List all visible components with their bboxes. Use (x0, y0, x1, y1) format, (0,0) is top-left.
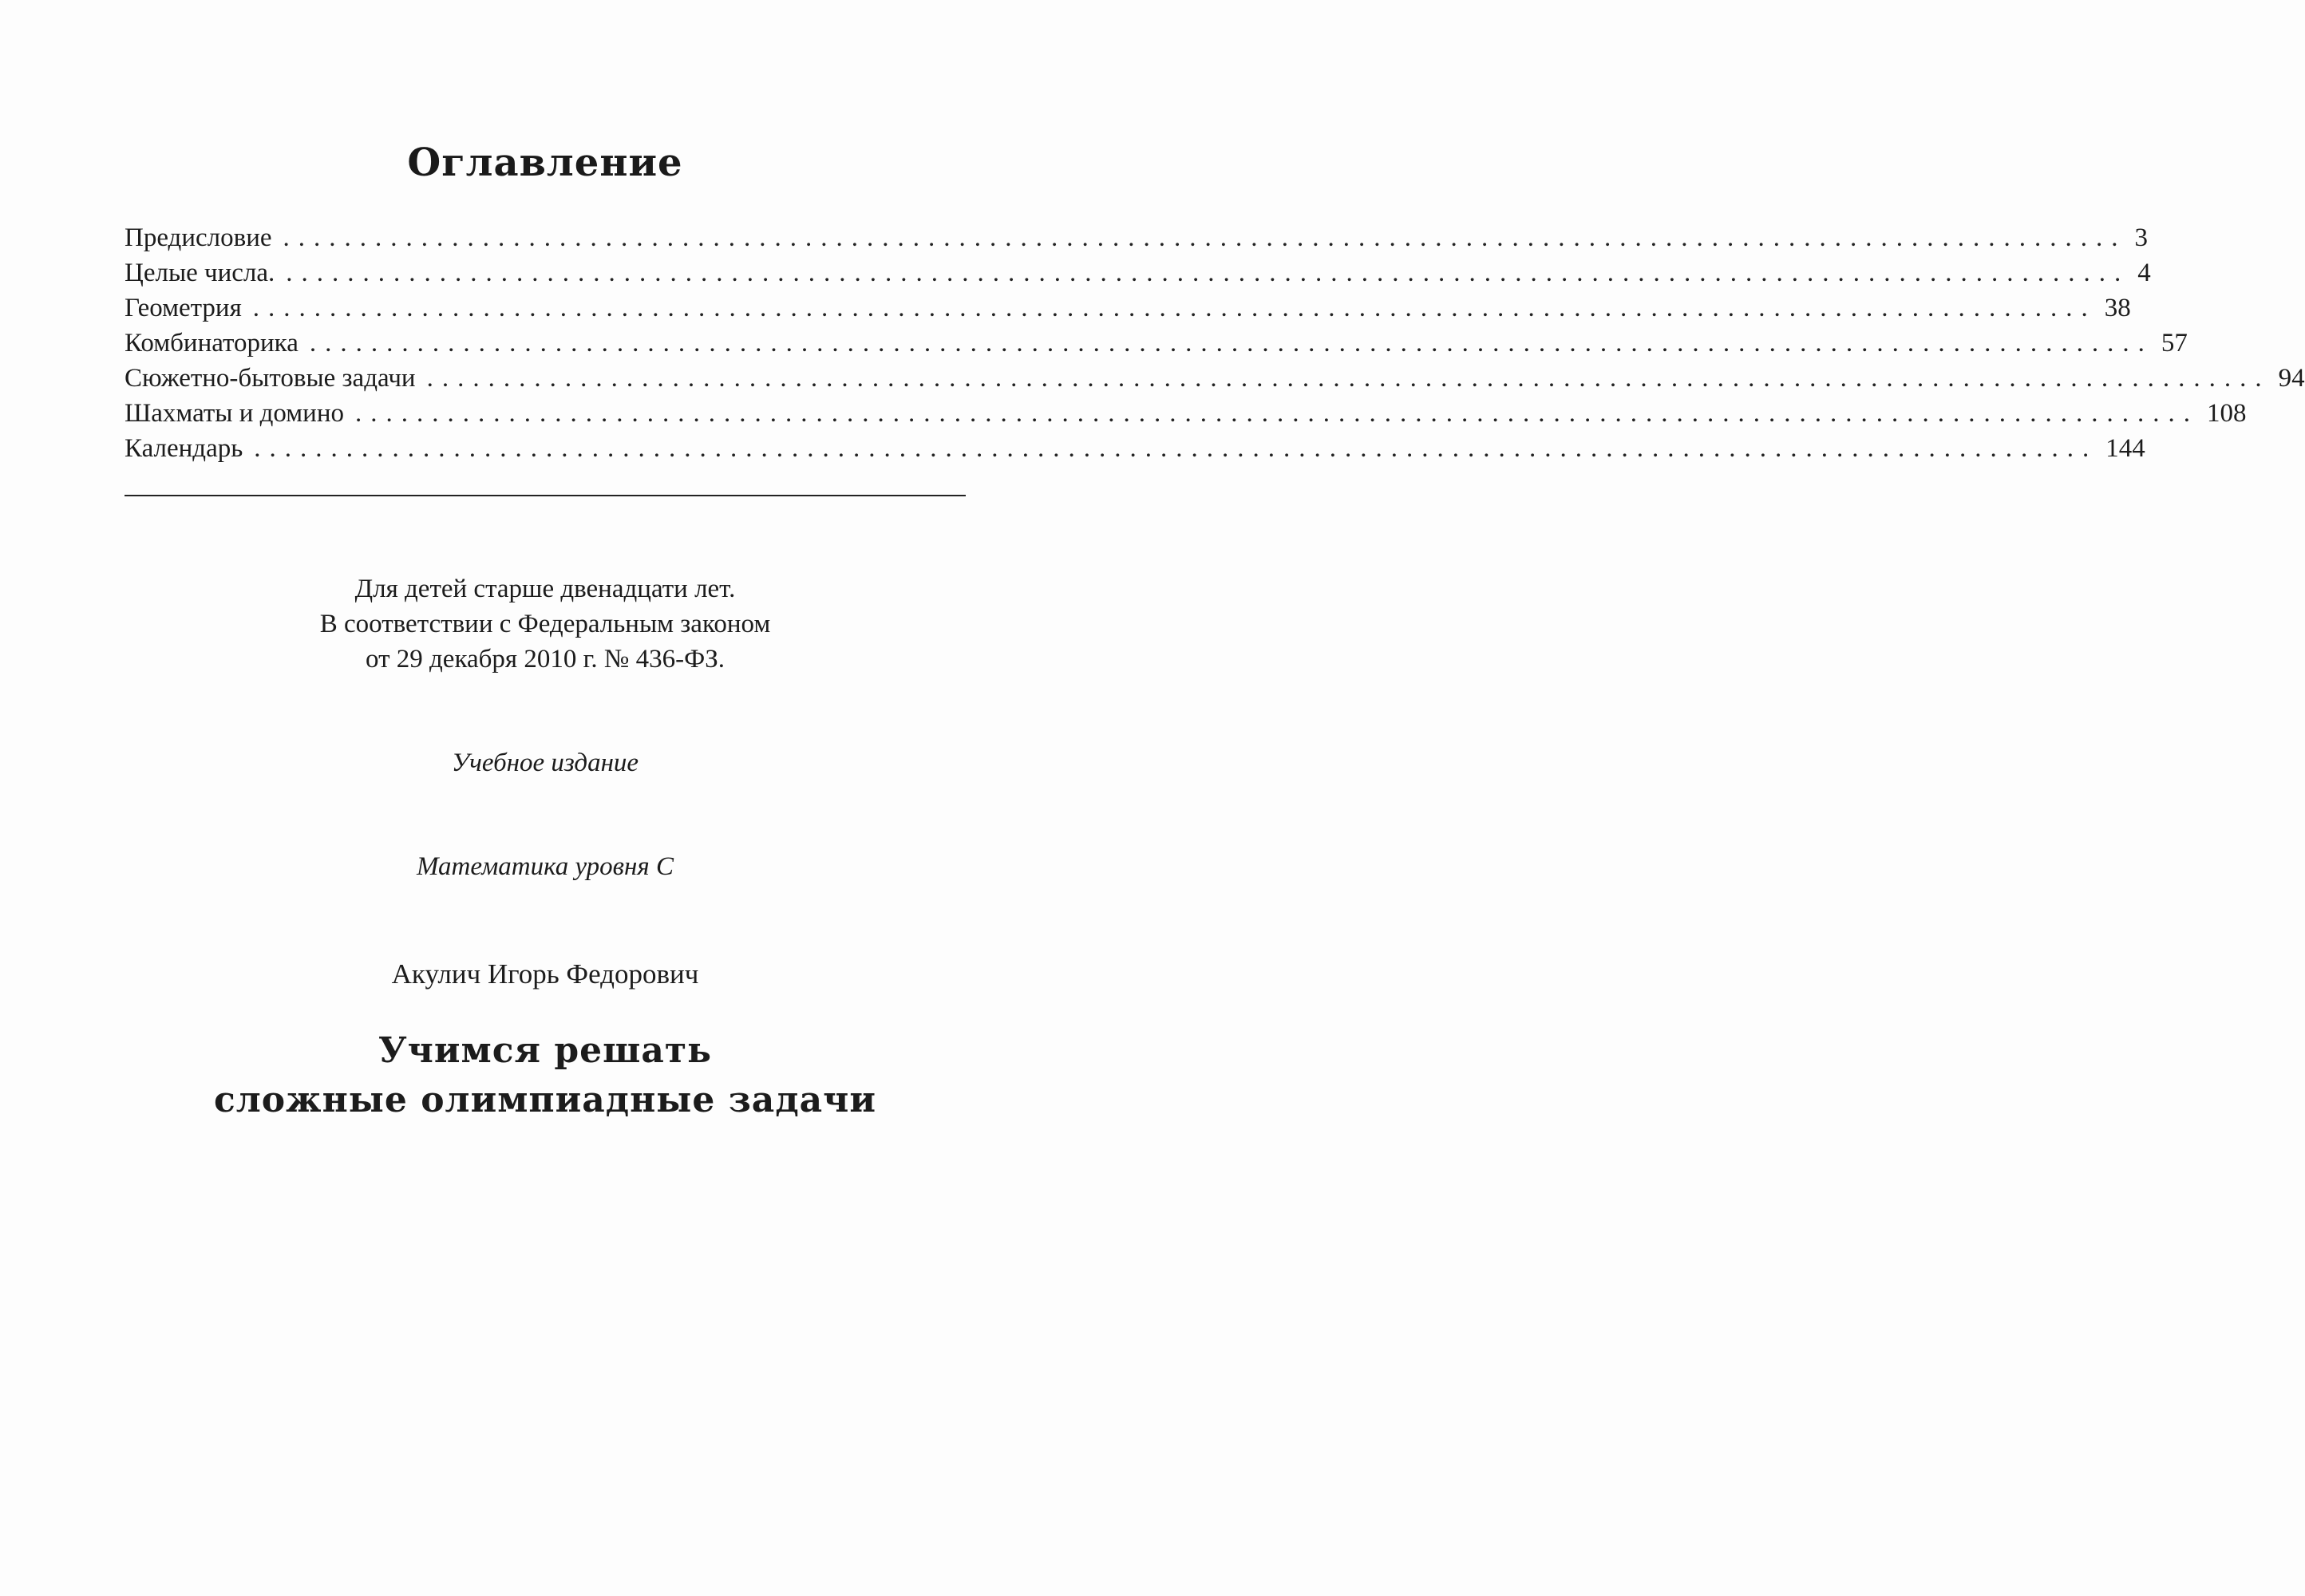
toc-entry-label: Сюжетно-бытовые задачи (125, 364, 416, 393)
toc-entry-page: 144 (2105, 434, 2145, 463)
book-title-line: сложные олимпиадные задачи (213, 1080, 876, 1120)
toc-entry (125, 290, 2131, 326)
book-title-line: Учимся решать (378, 1030, 713, 1071)
toc-entry-page: 4 (2137, 259, 2151, 287)
book-title (0, 1026, 1090, 1125)
age-notice-line: от 29 декабря 2010 г. № 436-ФЗ. (366, 645, 725, 674)
toc-leader-dots: ........................................................................................................................ (286, 259, 2130, 287)
toc-entry-label: Комбинаторика (125, 329, 299, 358)
toc-leader-dots: ........................................................................................................................ (252, 294, 2097, 322)
horizontal-divider (125, 495, 966, 496)
series-name: Математика уровня С (417, 852, 674, 881)
toc-entry (125, 255, 2151, 290)
toc-entry-page: 108 (2207, 399, 2247, 428)
toc-entry-page: 3 (2134, 223, 2148, 252)
toc-entry-label: Шахматы и домино (125, 399, 345, 428)
author-name: Акулич Игорь Федорович (391, 958, 699, 990)
toc-entry-label: Календарь (125, 434, 243, 463)
toc-entry-page: 94 (2278, 364, 2305, 393)
toc-leader-dots: ........................................................................................................................ (426, 364, 2271, 393)
age-rating-notice (0, 571, 1090, 677)
toc-title: Оглавление (407, 140, 683, 185)
edition-type: Учебное издание (451, 749, 639, 777)
toc-entry-label: Целые числа. (125, 259, 275, 287)
toc-leader-dots: ........................................................................................................................ (254, 434, 2098, 463)
toc-leader-dots: ........................................................................................................................ (309, 329, 2153, 358)
toc-leader-dots: ........................................................................................................................ (355, 399, 2200, 428)
toc-entry-label: Предисловие (125, 223, 272, 252)
toc-leader-dots: ........................................................................................................................ (283, 223, 2127, 252)
age-notice-line: Для детей старше двенадцати лет. (354, 575, 736, 603)
toc-entry-page: 57 (2161, 329, 2188, 358)
toc-entry (125, 220, 2148, 255)
toc-entry (125, 396, 2247, 431)
toc-entry (125, 326, 2188, 361)
toc-entry-label: Геометрия (125, 294, 242, 322)
age-notice-line: В соответствии с Федеральным законом (319, 610, 771, 638)
toc-entry-page: 38 (2104, 294, 2131, 322)
toc-entry (125, 431, 2145, 466)
table-of-contents (125, 220, 2305, 466)
toc-entry (125, 361, 2305, 396)
